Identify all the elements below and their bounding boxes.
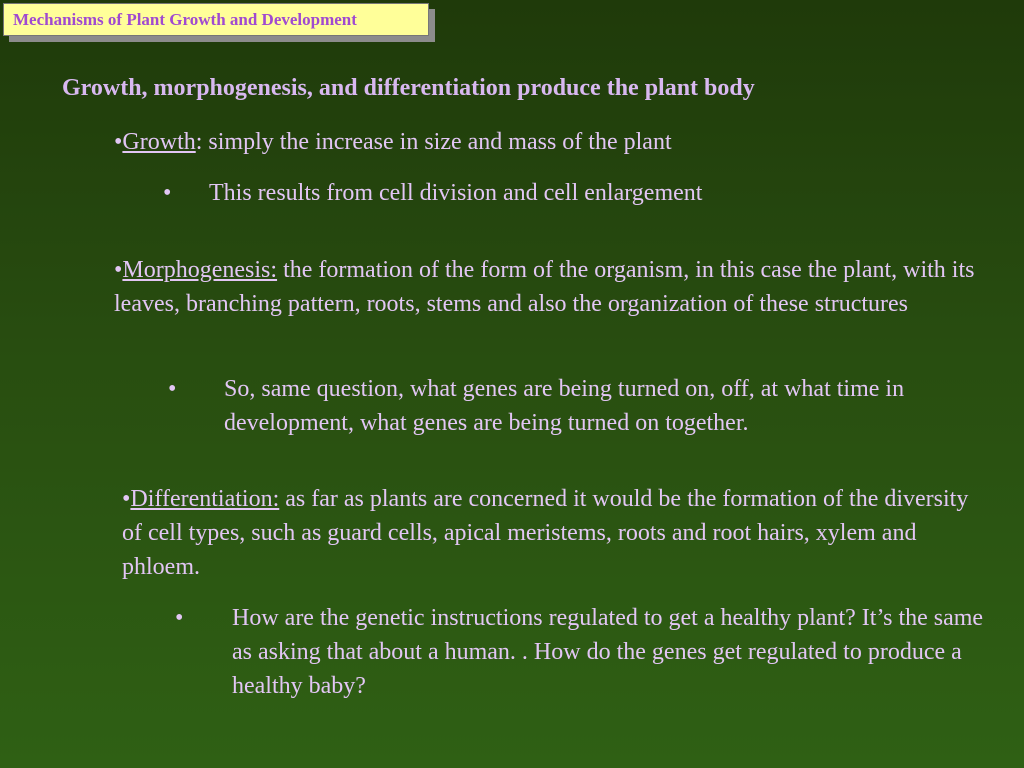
differentiation-paragraph — [122, 482, 994, 584]
differentiation-text: as far as plants are concerned it would be the formation of the diversity of cell types, such as guard cells, apical meristems, roots and root hairs, xylem and phloem. — [122, 486, 969, 580]
slide-title-box — [3, 3, 429, 36]
growth-text: : simply the increase in size and mass of the plant — [195, 129, 672, 155]
growth-paragraph — [114, 125, 994, 159]
growth-bullet: • — [114, 129, 123, 155]
morphogenesis-text: the formation of the form of the organism, in this case the plant, with its leaves, branching pattern, roots, stems and also the organization of these structures — [114, 257, 975, 317]
differentiation-sub-text: How are the genetic instructions regulated to get a healthy plant? It’s the same as asking that about a human. . How do the genes get regulated to produce a healthy baby? — [232, 605, 984, 699]
differentiation-term: Differentiation: — [130, 486, 280, 512]
morphogenesis-bullet: • — [114, 257, 123, 283]
differentiation-bullet: • — [122, 486, 131, 512]
growth-sub-bullet: • — [163, 180, 172, 206]
differentiation-sub-bullet: • — [175, 605, 184, 631]
morphogenesis-sub-bullet: • — [168, 376, 177, 402]
morphogenesis-sub-text: So, same question, what genes are being turned on, off, at what time in development, what genes are being turned on together. — [224, 376, 905, 436]
slide-title: Mechanisms of Plant Growth and Development — [13, 9, 357, 29]
growth-sub-text: This results from cell division and cell enlargement — [209, 180, 703, 206]
morphogenesis-paragraph — [114, 253, 994, 321]
morphogenesis-term: Morphogenesis: — [122, 257, 278, 283]
slide-heading: Growth, morphogenesis, and differentiation produce the plant body — [62, 75, 755, 101]
growth-term: Growth — [122, 129, 196, 155]
